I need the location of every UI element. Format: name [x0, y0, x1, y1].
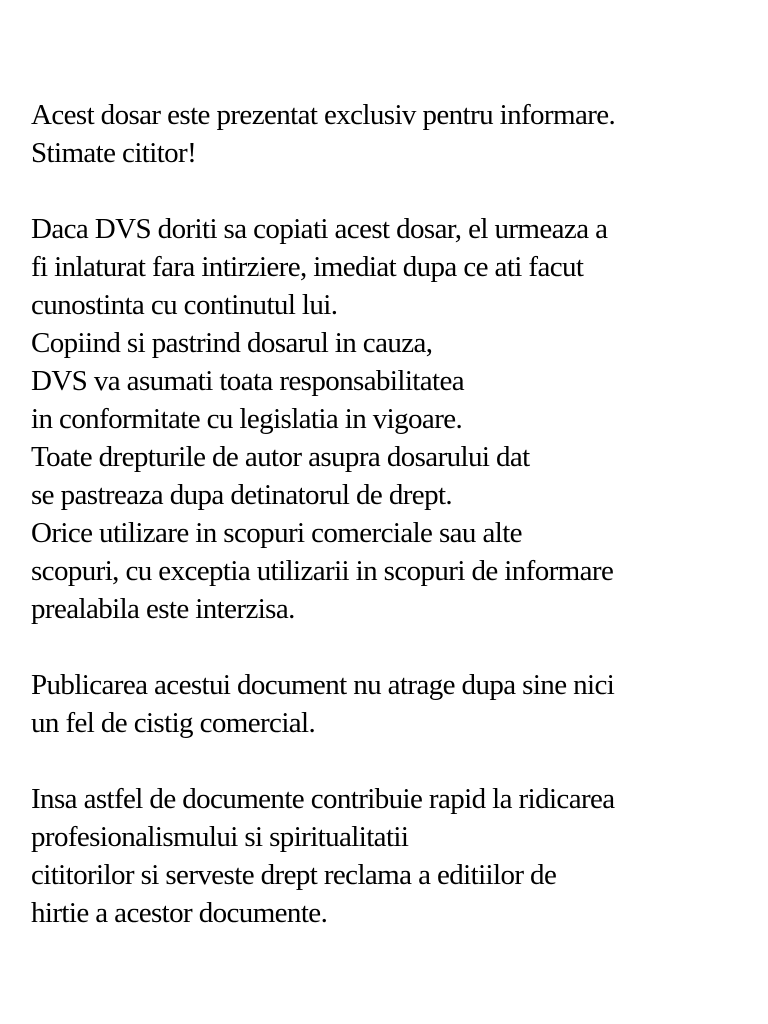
text-line: Daca DVS doriti sa copiati acest dosar, el urmeaza a [31, 213, 608, 245]
text-line: Stimate cititor! [31, 137, 197, 169]
paragraph-spacer [31, 172, 751, 210]
document-body [31, 96, 751, 932]
text-line: cititorilor si serveste drept reclama a editiilor de [31, 859, 557, 891]
paragraph-contribution [31, 780, 751, 932]
text-line: scopuri, cu exceptia utilizarii in scopuri de informare [31, 555, 614, 587]
paragraph-spacer [31, 742, 751, 780]
text-line: un fel de cistig comercial. [31, 707, 316, 739]
text-line: Toate drepturile de autor asupra dosarului dat [31, 441, 530, 473]
text-line: Copiind si pastrind dosarul in cauza, [31, 327, 433, 359]
text-line: hirtie a acestor documente. [31, 897, 328, 929]
paragraph-intro [31, 96, 751, 172]
paragraph-spacer [31, 628, 751, 666]
text-line: profesionalismului si spiritualitatii [31, 821, 409, 853]
text-line: Orice utilizare in scopuri comerciale sau alte [31, 517, 522, 549]
text-line: Acest dosar este prezentat exclusiv pentru informare. [31, 99, 616, 131]
paragraph-copy-notice [31, 210, 751, 628]
text-line: Publicarea acestui document nu atrage dupa sine nici [31, 669, 615, 701]
text-line: se pastreaza dupa detinatorul de drept. [31, 479, 453, 511]
paragraph-commercial [31, 666, 751, 742]
text-line: prealabila este interzisa. [31, 593, 295, 625]
text-line: Insa astfel de documente contribuie rapid la ridicarea [31, 783, 615, 815]
text-line: cunostinta cu continutul lui. [31, 289, 338, 321]
text-line: fi inlaturat fara intirziere, imediat dupa ce ati facut [31, 251, 584, 283]
text-line: in conformitate cu legislatia in vigoare. [31, 403, 463, 435]
text-line: DVS va asumati toata responsabilitatea [31, 365, 465, 397]
